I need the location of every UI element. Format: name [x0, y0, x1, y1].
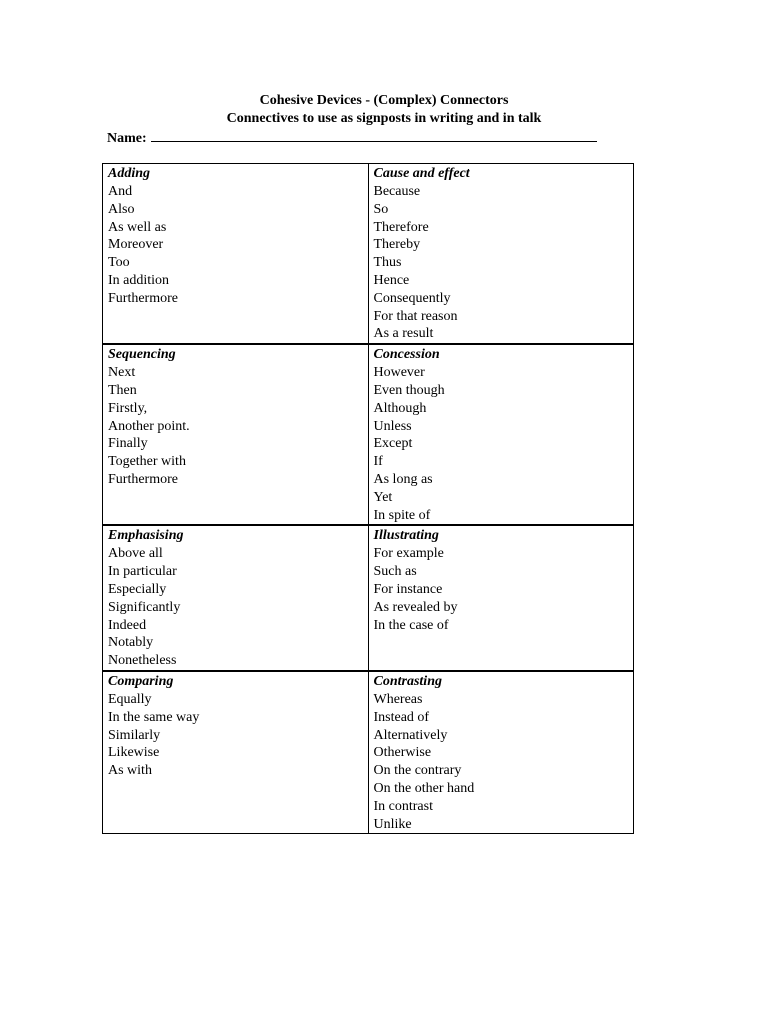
category-cell	[103, 164, 369, 345]
category-cell	[103, 525, 369, 671]
connective-item: Similarly	[108, 727, 161, 743]
connective-item: So	[373, 201, 389, 217]
connective-item: If	[373, 454, 383, 470]
connective-item: For instance	[373, 581, 443, 597]
connective-item: Furthermore	[108, 471, 178, 487]
connective-item: Significantly	[108, 599, 181, 615]
name-blank-line	[151, 128, 597, 142]
connective-item: Finally	[108, 436, 148, 452]
connective-item: Such as	[373, 564, 417, 580]
connective-item: Although	[373, 400, 427, 416]
connective-item: Also	[108, 201, 135, 217]
connective-item: In the case of	[373, 617, 449, 633]
connective-list	[374, 691, 630, 833]
connective-item: Even though	[373, 382, 445, 398]
connective-list	[108, 183, 364, 308]
connectives-table	[102, 163, 634, 834]
connective-list	[374, 183, 630, 343]
category-heading: Contrasting	[373, 673, 442, 689]
connective-item: Because	[373, 184, 421, 199]
document-subtitle: Connectives to use as signposts in writing and in talk	[226, 111, 542, 126]
category-heading: Adding	[108, 166, 151, 181]
connective-item: Therefore	[373, 219, 429, 235]
connective-item: Together with	[108, 454, 186, 470]
connective-item: As long as	[373, 471, 433, 487]
connective-item: Then	[108, 382, 137, 398]
connective-item: Especially	[108, 581, 167, 597]
table-row	[103, 671, 634, 834]
connective-item: Moreover	[108, 237, 164, 253]
document-title: Cohesive Devices - (Complex) Connectors	[259, 93, 509, 108]
category-heading: Concession	[373, 347, 440, 363]
connective-item: Likewise	[108, 745, 160, 761]
category-heading: Sequencing	[108, 347, 176, 363]
category-heading: Illustrating	[373, 528, 439, 544]
category-cell	[368, 525, 634, 671]
connective-item: Instead of	[373, 709, 430, 725]
connective-item: For example	[373, 546, 444, 562]
connective-item: Except	[373, 436, 413, 452]
connective-item: As with	[108, 763, 152, 779]
connective-list	[374, 545, 630, 634]
category-heading: Emphasising	[108, 528, 184, 544]
connective-item: And	[108, 184, 133, 199]
connective-item: In particular	[108, 564, 177, 580]
connective-item: In addition	[108, 272, 170, 288]
table-row	[103, 164, 634, 345]
connective-item: Above all	[108, 546, 163, 562]
connective-item: Equally	[108, 691, 152, 707]
connective-item: In contrast	[373, 798, 433, 814]
connective-item: Indeed	[108, 617, 147, 633]
connective-item: Thereby	[373, 237, 421, 253]
category-cell	[103, 671, 369, 834]
connective-item: Unless	[373, 418, 412, 434]
category-cell	[368, 671, 634, 834]
table-row	[103, 344, 634, 525]
category-cell	[368, 344, 634, 525]
name-field	[107, 128, 597, 148]
connective-item: For that reason	[373, 308, 458, 324]
connective-item: Consequently	[373, 290, 451, 306]
connective-item: Notably	[108, 635, 154, 651]
connective-item: Alternatively	[373, 727, 448, 743]
connective-item: On the contrary	[373, 763, 462, 779]
connective-list	[108, 364, 364, 489]
connective-item: In the same way	[108, 709, 200, 725]
connective-item: Whereas	[373, 691, 423, 707]
connective-item: As well as	[108, 219, 167, 235]
connective-item: Firstly,	[108, 400, 148, 416]
connective-item: Yet	[373, 489, 393, 505]
category-cell	[103, 344, 369, 525]
category-cell	[368, 164, 634, 345]
connective-item: As a result	[373, 326, 434, 342]
connective-item: However	[373, 365, 425, 381]
name-label: Name:	[107, 131, 147, 146]
connective-list	[108, 691, 364, 780]
connective-item: As revealed by	[373, 599, 458, 615]
connective-item: Unlike	[373, 816, 412, 832]
connective-item: In spite of	[373, 507, 431, 523]
connective-item: Another point.	[108, 418, 190, 434]
connective-item: Furthermore	[108, 290, 178, 306]
connective-item: Otherwise	[373, 745, 432, 761]
connective-item: Thus	[373, 255, 402, 271]
category-heading: Cause and effect	[373, 166, 470, 181]
connective-list	[374, 364, 630, 524]
category-heading: Comparing	[108, 673, 174, 689]
connective-list	[108, 545, 364, 670]
connective-item: On the other hand	[373, 780, 475, 796]
table-row	[103, 525, 634, 671]
connective-item: Nonetheless	[108, 653, 177, 669]
connective-item: Next	[108, 365, 136, 381]
connective-item: Hence	[373, 272, 410, 288]
connective-item: Too	[108, 255, 130, 271]
